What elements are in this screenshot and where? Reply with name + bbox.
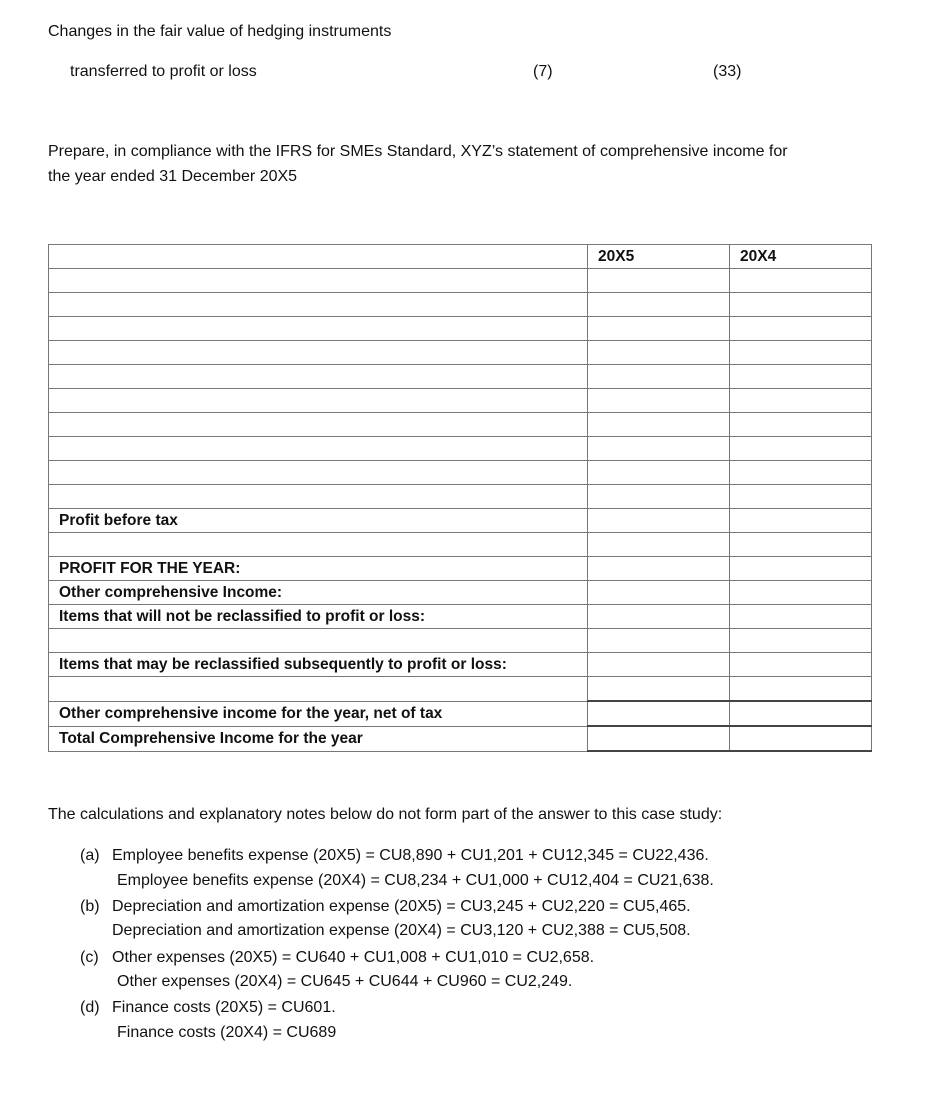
row-oci-net (49, 701, 872, 726)
table-cell (588, 389, 730, 413)
table-cell (49, 365, 588, 389)
table-cell (49, 461, 588, 485)
table-cell (49, 341, 588, 365)
table-cell (730, 581, 872, 605)
table-cell (49, 629, 588, 653)
table-cell (588, 437, 730, 461)
table-cell (730, 605, 872, 629)
label-oci-net: Other comprehensive income for the year, net of tax (49, 701, 588, 726)
table-cell (588, 701, 730, 726)
table-cell (588, 413, 730, 437)
table-cell (730, 317, 872, 341)
note-d-line-2: Finance costs (20X4) = CU689 (117, 1024, 337, 1041)
table-cell (730, 653, 872, 677)
table-cell (588, 629, 730, 653)
note-label-b: (b) (80, 898, 100, 915)
table-cell (588, 269, 730, 293)
table-cell (49, 389, 588, 413)
intro-line-2: transferred to profit or loss (70, 63, 257, 80)
table-row (49, 533, 872, 557)
table-cell (730, 413, 872, 437)
table-cell (49, 677, 588, 702)
table-cell (588, 605, 730, 629)
table-cell (730, 341, 872, 365)
notes-heading: The calculations and explanatory notes below do not form part of the answer to this case study: (48, 806, 723, 823)
note-b-line-2: Depreciation and amortization expense (20X4) = CU3,120 + CU2,388 = CU5,508. (112, 922, 691, 939)
table-cell (730, 629, 872, 653)
note-b-line-1: Depreciation and amortization expense (20X5) = CU3,245 + CU2,220 = CU5,465. (112, 898, 691, 915)
table-row (49, 485, 872, 509)
column-header-20x4: 20X4 (730, 245, 872, 269)
table-row (49, 629, 872, 653)
table-cell (730, 701, 872, 726)
table-cell (730, 726, 872, 751)
note-d-line-1: Finance costs (20X5) = CU601. (112, 999, 336, 1016)
row-may-reclassified (49, 653, 872, 677)
table-cell (49, 413, 588, 437)
table-cell (588, 365, 730, 389)
note-label-c: (c) (80, 949, 99, 966)
label-profit-for-year: PROFIT FOR THE YEAR: (49, 557, 588, 581)
note-c-line-2: Other expenses (20X4) = CU645 + CU644 + CU960 = CU2,249. (117, 973, 573, 990)
table-cell (49, 485, 588, 509)
table-cell (588, 485, 730, 509)
table-cell (730, 461, 872, 485)
table-row (49, 413, 872, 437)
table-cell (49, 533, 588, 557)
table-cell (730, 389, 872, 413)
table-cell (588, 557, 730, 581)
table-cell (588, 677, 730, 702)
table-row (49, 437, 872, 461)
table-cell (730, 485, 872, 509)
table-cell (588, 317, 730, 341)
table-row (49, 269, 872, 293)
label-total-ci: Total Comprehensive Income for the year (49, 726, 588, 751)
table-cell (730, 293, 872, 317)
table-cell (49, 293, 588, 317)
table-cell (588, 293, 730, 317)
note-a-line-2: Employee benefits expense (20X4) = CU8,234 + CU1,000 + CU12,404 = CU21,638. (117, 872, 714, 889)
row-profit-for-year (49, 557, 872, 581)
table-row (49, 365, 872, 389)
prompt-line-1: Prepare, in compliance with the IFRS for SMEs Standard, XYZ’s statement of comprehensive income for (48, 143, 788, 160)
table-row (49, 677, 872, 702)
table-cell (49, 269, 588, 293)
intro-value-20x4: (33) (713, 63, 742, 80)
label-oci: Other comprehensive Income: (49, 581, 588, 605)
label-not-reclassified: Items that will not be reclassified to profit or loss: (49, 605, 588, 629)
table-cell (588, 653, 730, 677)
table-cell (588, 533, 730, 557)
table-cell (730, 269, 872, 293)
prompt-line-2: the year ended 31 December 20X5 (48, 168, 298, 185)
table-cell (730, 509, 872, 533)
row-not-reclassified (49, 605, 872, 629)
table-row (49, 317, 872, 341)
column-header-20x5: 20X5 (588, 245, 730, 269)
table-cell (730, 533, 872, 557)
table-cell (588, 341, 730, 365)
table-header-row (49, 245, 872, 269)
table-row (49, 293, 872, 317)
table-cell (588, 461, 730, 485)
note-c-line-1: Other expenses (20X5) = CU640 + CU1,008 + CU1,010 = CU2,658. (112, 949, 595, 966)
row-total-ci (49, 726, 872, 751)
label-may-reclassified: Items that may be reclassified subsequently to profit or loss: (49, 653, 588, 677)
table-cell (49, 245, 588, 269)
label-profit-before-tax: Profit before tax (49, 509, 588, 533)
note-a-line-1: Employee benefits expense (20X5) = CU8,890 + CU1,201 + CU12,345 = CU22,436. (112, 847, 709, 864)
table-cell (588, 509, 730, 533)
table-cell (588, 726, 730, 751)
note-label-a: (a) (80, 847, 100, 864)
table-cell (730, 677, 872, 702)
table-row (49, 461, 872, 485)
table-cell (730, 437, 872, 461)
note-label-d: (d) (80, 999, 100, 1016)
table-cell (730, 557, 872, 581)
intro-value-20x5: (7) (533, 63, 553, 80)
table-row (49, 389, 872, 413)
statement-table (48, 244, 872, 752)
intro-line-1: Changes in the fair value of hedging instruments (48, 23, 392, 40)
table-row (49, 341, 872, 365)
row-oci (49, 581, 872, 605)
table-cell (730, 365, 872, 389)
table-cell (49, 317, 588, 341)
table-cell (588, 581, 730, 605)
table-cell (49, 437, 588, 461)
row-profit-before-tax (49, 509, 872, 533)
